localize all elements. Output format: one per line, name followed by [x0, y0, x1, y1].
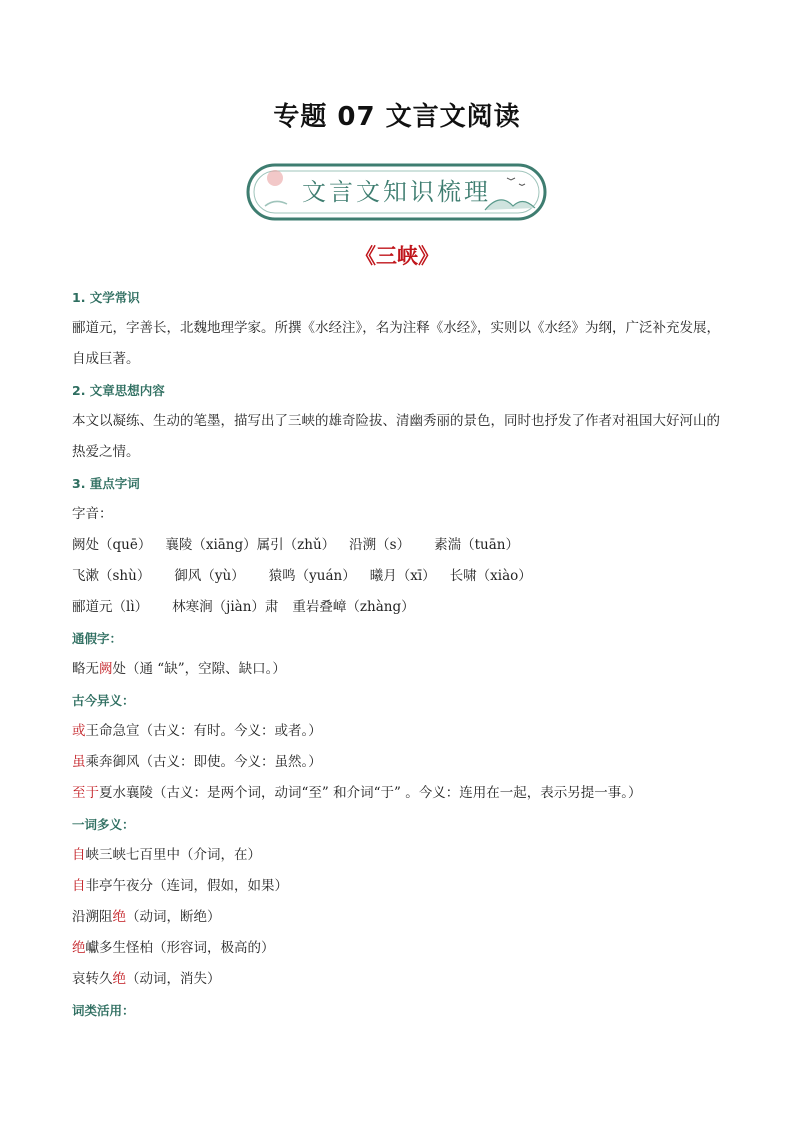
cilei-label: 词类活用： — [72, 1003, 135, 1018]
pron-item: 猿鸣（yuán） — [268, 568, 356, 584]
tongjiazi-label: 通假字： — [72, 631, 123, 646]
pron-item: 素湍（tuān） — [434, 537, 519, 553]
highlight-char: 绝 — [112, 971, 126, 987]
highlight-char: 或 — [72, 723, 86, 739]
gujin-label: 古今异义： — [72, 693, 135, 708]
pron-item: 襄陵（xiāng） — [165, 537, 257, 553]
section-banner — [245, 162, 548, 222]
text-segment: 峡三峡七百里中（介词，在） — [85, 847, 261, 863]
pronunciation-row-3 — [72, 592, 722, 623]
work-title: 《三峡》 — [355, 243, 439, 268]
text-segment: 巘多生怪柏（形容词，极高的） — [85, 940, 275, 956]
yici-item — [72, 964, 722, 995]
text-segment: 略无 — [72, 661, 99, 677]
pron-item: 飞漱（shù） — [72, 568, 151, 584]
highlight-char: 至于 — [72, 785, 99, 801]
section-text-1: 郦道元，字善长，北魏地理学家。所撰《水经注》，名为注释《水经》，实则以《水经》为纲，广泛补充发展，自成巨著。 — [72, 320, 720, 367]
text-segment: 乘奔御风（古义：即使。今义：虽然。） — [85, 754, 322, 770]
tongjiazi-item — [72, 654, 722, 685]
yici-label: 一词多义： — [72, 817, 135, 832]
highlight-char: 自 — [72, 847, 86, 863]
pron-item: 属引（zhǔ） — [256, 537, 336, 553]
pron-item: 沿溯（s） — [349, 537, 411, 553]
yici-item — [72, 933, 722, 964]
pronunciation-row-1 — [72, 530, 722, 561]
text-segment: 哀转久 — [72, 971, 113, 987]
pron-item: 长啸（xiào） — [449, 568, 532, 584]
gujin-item — [72, 716, 722, 747]
pronunciation-row-2 — [72, 561, 722, 592]
pron-item: 阙处（quē） — [72, 537, 152, 553]
highlight-char: 自 — [72, 878, 86, 894]
banner-label: 文言文知识梳理 — [302, 178, 491, 206]
section-heading-2: 2. 文章思想内容 — [72, 383, 165, 398]
pron-item: 御风（yù） — [174, 568, 245, 584]
gujin-item — [72, 778, 722, 809]
section-heading-1: 1. 文学常识 — [72, 290, 140, 305]
pron-item: 林寒涧（jiàn）肃 — [172, 599, 279, 615]
gujin-item — [72, 747, 722, 778]
highlight-char: 绝 — [112, 909, 126, 925]
yici-item — [72, 840, 722, 871]
text-segment: （动词，断绝） — [126, 909, 221, 925]
pronunciation-label: 字音： — [72, 506, 113, 522]
page-title: 专题 07 文言文阅读 — [273, 102, 521, 132]
text-segment: （动词，消失） — [126, 971, 221, 987]
pron-item: 郦道元（lì） — [72, 599, 149, 615]
pron-item: 曦月（xī） — [369, 568, 436, 584]
highlight-char: 绝 — [72, 940, 86, 956]
highlight-char: 阙 — [99, 661, 113, 677]
highlight-char: 虽 — [72, 754, 86, 770]
section-text-2: 本文以凝练、生动的笔墨，描写出了三峡的雄奇险拔、清幽秀丽的景色，同时也抒发了作者对祖国大好河山的热爱之情。 — [72, 413, 720, 460]
section-heading-3: 3. 重点字词 — [72, 476, 140, 491]
document-body — [72, 282, 722, 1026]
text-segment: 非亭午夜分（连词，假如，如果） — [85, 878, 288, 894]
text-segment: 夏水襄陵（古义：是两个词，动词“至” 和介词“于” 。今义：连用在一起，表示另提一事。） — [99, 785, 642, 801]
text-segment: 处（通 “缺”，空隙、缺口。） — [112, 661, 286, 677]
text-segment: 王命急宣（古义：有时。今义：或者。） — [85, 723, 322, 739]
yici-item — [72, 902, 722, 933]
yici-item — [72, 871, 722, 902]
pron-item: 重岩叠嶂（zhàng） — [292, 599, 415, 615]
text-segment: 沿溯阻 — [72, 909, 113, 925]
